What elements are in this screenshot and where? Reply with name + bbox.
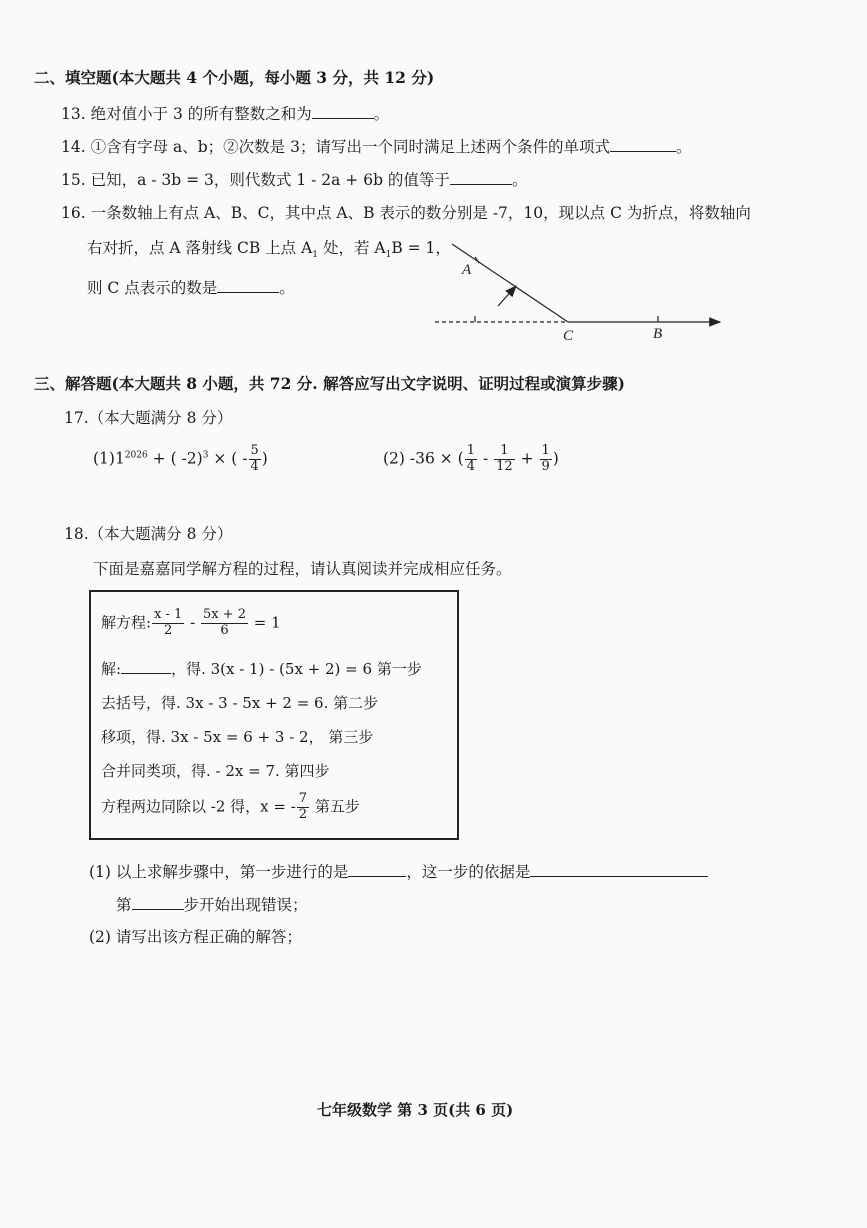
folded-segment	[452, 244, 568, 322]
q15-answer-blank[interactable]	[450, 170, 512, 185]
box-l6-a: 方程两边同除以 -2 得，x = -	[101, 797, 296, 816]
q16-text-a: 右对折，点 A 落射线 CB 上点 A	[87, 239, 313, 257]
q17-part1	[93, 444, 268, 475]
box-l1-frac1	[152, 608, 184, 639]
box-line-6	[101, 792, 360, 823]
question-16-line2	[87, 236, 451, 260]
q13-answer-blank[interactable]	[312, 104, 374, 119]
box-line-3: 去括号，得. 3x - 3 - 5x + 2 = 6. 第二步	[101, 694, 379, 712]
q16-text-c: B = 1，	[391, 239, 451, 257]
q17-p2-frac3	[540, 444, 552, 475]
q13-end: 。	[373, 105, 390, 123]
q17-part2	[383, 444, 559, 475]
q18-task2: (2) 请写出该方程正确的解答；	[89, 928, 302, 946]
q14-end: 。	[675, 138, 692, 156]
q16-sub-2: 1	[385, 250, 392, 261]
q17-p2-minus: -	[478, 449, 494, 468]
q17-p2-frac1	[465, 444, 477, 475]
q16-end: 。	[279, 279, 295, 297]
q16-answer-blank[interactable]	[217, 278, 279, 293]
frac-num: 1	[494, 444, 515, 460]
q18-task1-line2	[116, 893, 308, 915]
section3-header: 三、解答题(本大题共 8 小题，共 72 分. 解答应写出文字说明、证明过程或演算步骤)	[34, 374, 625, 393]
q17-p2-close: )	[552, 449, 559, 468]
frac-num: x - 1	[154, 607, 183, 622]
box-l2-a: 解:	[101, 660, 122, 678]
q14-answer-blank[interactable]	[610, 137, 676, 152]
frac-den: 4	[466, 458, 476, 474]
box-l1-tail: = 1	[248, 613, 281, 632]
task1-step-blank[interactable]	[348, 862, 406, 877]
q16-line3-text: 则 C 点表示的数是	[87, 279, 218, 297]
box-l1-prefix: 解方程:	[101, 613, 152, 632]
box-line-4: 移项，得. 3x - 5x = 6 + 3 - 2， 第三步	[101, 728, 374, 746]
box-l1-minus: -	[185, 613, 200, 632]
label-b: B	[653, 326, 663, 342]
q17-p1-fraction	[249, 444, 261, 475]
solution-box	[89, 590, 459, 840]
question-16-line3	[87, 276, 295, 298]
question-16-line1: 16. 一条数轴上有点 A、B、C，其中点 A、B 表示的数分别是 -7，10，现以点 C 为折点，将数轴向	[61, 204, 751, 222]
task1-c: 第	[116, 896, 132, 914]
page-footer: 七年级数学 第 3 页(共 6 页)	[317, 1101, 514, 1119]
box-l6-b: 第五步	[310, 797, 360, 816]
q17-p1-close: )	[261, 449, 268, 468]
q16-sub-1: 1	[312, 250, 319, 261]
section2-header: 二、填空题(本大题共 4 个小题，每小题 3 分，共 12 分)	[34, 68, 435, 87]
label-c: C	[563, 328, 574, 344]
q17-p2-plus: +	[515, 449, 539, 468]
q18-intro: 下面是嘉嘉同学解方程的过程，请认真阅读并完成相应任务。	[93, 560, 512, 578]
box-l1-frac2	[201, 608, 248, 639]
question-14	[61, 135, 691, 157]
q18-title: 18.（本大题满分 8 分）	[64, 525, 233, 543]
q15-text: 15. 已知，a - 3b = 3，则代数式 1 - 2a + 6b 的值等于	[61, 171, 450, 189]
frac-num: 7	[298, 791, 308, 806]
box-line-5: 合并同类项，得. - 2x = 7. 第四步	[101, 762, 330, 780]
label-a: A	[462, 262, 472, 278]
number-line-figure	[430, 236, 730, 346]
q17-p2-frac2	[494, 444, 515, 475]
q17-p1-exp: 2026	[124, 450, 148, 461]
q17-p1-prefix: (1)1	[93, 449, 125, 468]
q17-title: 17.（本大题满分 8 分）	[64, 409, 233, 427]
frac-num: 1	[466, 443, 476, 458]
q17-p1-tail: × ( -	[208, 449, 248, 468]
box-step1-blank	[121, 659, 171, 674]
task1-error-step-blank[interactable]	[132, 895, 184, 910]
q13-text: 13. 绝对值小于 3 的所有整数之和为	[61, 105, 312, 123]
frac-num: 5x + 2	[202, 607, 246, 622]
q14-text: 14. ①含有字母 a、b；②次数是 3；请写出一个同时满足上述两个条件的单项式	[61, 138, 610, 156]
box-line-1	[101, 608, 281, 639]
task1-basis-blank[interactable]	[530, 862, 708, 877]
task1-b: ，这一步的依据是	[406, 863, 531, 881]
q17-p1-mid: + ( -2)	[147, 449, 203, 468]
q17-p2-prefix: (2) -36 × (	[383, 449, 464, 468]
frac-den: 6	[220, 622, 229, 638]
q17-p1-exp2: 3	[202, 450, 209, 461]
frac-num: 1	[541, 443, 550, 458]
q18-task1-line1	[89, 860, 708, 882]
task1-d: 步开始出现错误；	[183, 896, 308, 914]
frac-den: 2	[298, 806, 308, 822]
question-13	[61, 102, 389, 124]
q15-end: 。	[511, 171, 528, 189]
frac-den: 9	[541, 458, 550, 474]
frac-den: 2	[164, 622, 173, 638]
box-l6-frac	[297, 792, 309, 823]
q16-text-b: 处，若 A	[318, 239, 386, 257]
frac-den: 4	[250, 458, 259, 474]
frac-num: 5	[250, 443, 259, 458]
frac-den: 12	[496, 458, 513, 474]
question-15	[61, 168, 527, 190]
fold-arrow	[498, 286, 516, 306]
box-line-2	[101, 658, 422, 679]
box-l2-b: ，得. 3(x - 1) - (5x + 2) = 6 第一步	[171, 660, 422, 678]
task1-a: (1) 以上求解步骤中，第一步进行的是	[89, 863, 349, 881]
